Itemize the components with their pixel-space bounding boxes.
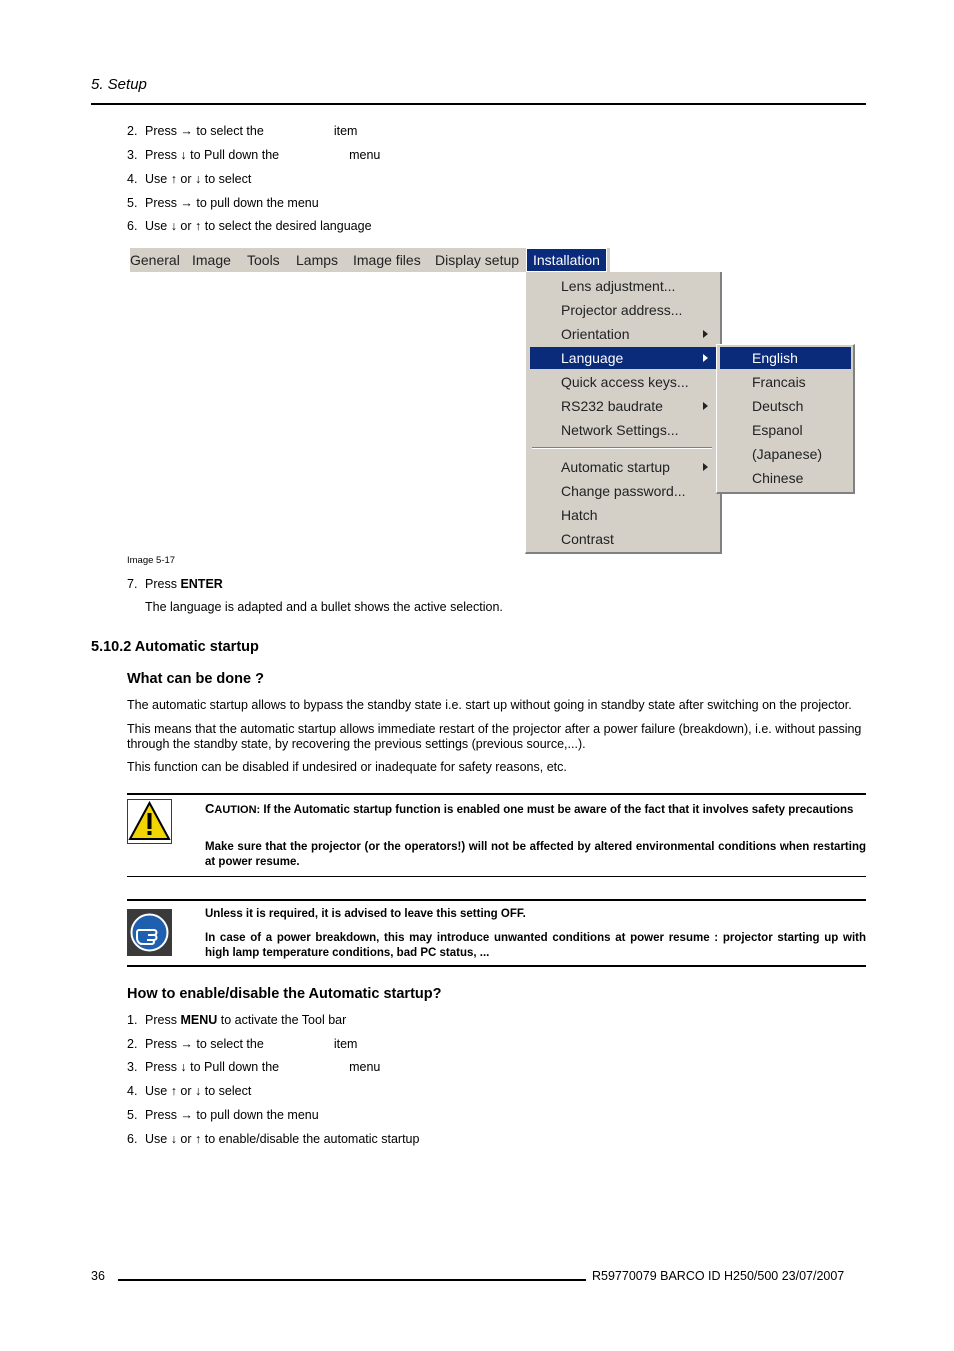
step-note: The language is adapted and a bullet shows the active selection. <box>145 600 503 614</box>
howto-step-4 <box>127 1084 251 1098</box>
header-rule <box>91 103 866 105</box>
language-deutsch[interactable] <box>720 395 851 417</box>
step-text: Press <box>145 577 181 591</box>
step-3 <box>127 148 380 162</box>
item-label: (Japanese) <box>752 446 823 462</box>
item-label: RS232 baudrate <box>561 398 663 414</box>
caution-top-rule <box>127 793 866 795</box>
dropdown-item-hatch[interactable] <box>530 504 716 526</box>
submenu-arrow-icon <box>703 402 708 410</box>
menu-tools[interactable]: Tools <box>247 252 280 268</box>
language-english[interactable] <box>720 347 851 369</box>
paragraph-2: This means that the automatic startup allows immediate restart of the projector after a power failure (breakdown), i.e. without passing through the standby state, by recovering the previous settings (previous source,...). <box>127 722 862 751</box>
dropdown-item-projector-address[interactable] <box>530 299 716 321</box>
installation-dropdown <box>525 272 722 554</box>
step-number: 5. <box>127 1108 138 1122</box>
step-text: Press ↓ to Pull down the <box>145 1060 280 1074</box>
howto-heading: How to enable/disable the Automatic startup? <box>127 986 442 1002</box>
menu-general[interactable]: General <box>130 252 180 268</box>
dropdown-item-automatic-startup[interactable] <box>530 456 716 478</box>
item-label: Quick access keys... <box>561 374 689 390</box>
language-francais[interactable] <box>720 371 851 393</box>
submenu-arrow-icon <box>703 354 708 362</box>
document-reference: R59770079 BARCO ID H250/500 23/07/2007 <box>592 1269 845 1283</box>
language-chinese[interactable] <box>720 467 851 489</box>
dropdown-item-quick-access[interactable] <box>530 371 716 393</box>
howto-step-3 <box>127 1060 380 1074</box>
menu-display-setup[interactable]: Display setup <box>435 252 520 268</box>
caution-text-2: Make sure that the projector (or the operators!) will not be affected by altered environmental conditions when restarting at power resume. <box>205 841 866 868</box>
language-japanese[interactable] <box>720 443 851 465</box>
step-number: 7. <box>127 577 138 591</box>
what-heading: What can be done ? <box>127 671 264 687</box>
howto-step-5 <box>127 1108 319 1122</box>
dropdown-item-orientation[interactable] <box>530 323 716 345</box>
step-text-tail: item <box>333 1037 358 1051</box>
item-label: Automatic startup <box>561 459 670 475</box>
step-text: Use ↑ or ↓ to select <box>145 1084 252 1098</box>
caution-label-rest: AUTION: <box>214 804 261 816</box>
submenu-arrow-icon <box>703 330 708 338</box>
language-submenu <box>716 344 855 494</box>
language-espanol[interactable] <box>720 419 851 441</box>
info-text-1: Unless it is required, it is advised to leave this setting OFF. <box>205 908 526 920</box>
step-number: 3. <box>127 1060 138 1074</box>
step-text-tail: item <box>333 124 358 138</box>
menu-separator <box>532 447 712 449</box>
step-text: Press ↓ to Pull down the <box>145 148 280 162</box>
item-label: Francais <box>752 374 806 390</box>
item-label: English <box>752 350 798 366</box>
info-text-2: In case of a power breakdown, this may introduce unwanted conditions at power resume : projector starting up with high lamp temperature conditions, bad PC status, ... <box>205 932 866 959</box>
item-label: Network Settings... <box>561 422 679 438</box>
step-7 <box>127 577 223 591</box>
step-number: 6. <box>127 219 138 233</box>
info-bottom-rule <box>127 965 866 967</box>
howto-step-2 <box>127 1037 357 1051</box>
menu-bar <box>130 248 610 272</box>
step-number: 2. <box>127 1037 138 1051</box>
step-6 <box>127 219 372 233</box>
item-label: Deutsch <box>752 398 804 414</box>
item-label: Lens adjustment... <box>561 278 676 294</box>
howto-step-6 <box>127 1132 419 1146</box>
section-title: 5.10.2 Automatic startup <box>91 639 259 655</box>
howto-step-1 <box>127 1013 346 1027</box>
item-label: Projector address... <box>561 302 683 318</box>
step-text: Press → to select the <box>145 124 264 138</box>
paragraph-3: This function can be disabled if undesired or inadequate for safety reasons, etc. <box>127 760 567 774</box>
dropdown-item-change-password[interactable] <box>530 480 716 502</box>
step-number: 4. <box>127 1084 138 1098</box>
caution-message: If the Automatic startup function is enabled one must be aware of the fact that it involves safety precautions <box>260 804 854 816</box>
step-4 <box>127 172 251 186</box>
step-number: 5. <box>127 196 138 210</box>
step-text-tail: menu <box>349 148 381 162</box>
item-label: Language <box>561 350 624 366</box>
item-label: Chinese <box>752 470 804 486</box>
step-2 <box>127 124 357 138</box>
menu-lamps[interactable]: Lamps <box>296 252 339 268</box>
menu-installation[interactable]: Installation <box>526 248 607 272</box>
paragraph-1: The automatic startup allows to bypass the standby state i.e. start up without going in standby state after switching on the projector. <box>127 698 852 712</box>
item-label: Change password... <box>561 483 686 499</box>
page-number: 36 <box>91 1269 105 1283</box>
step-number: 1. <box>127 1013 138 1027</box>
item-label: Orientation <box>561 326 630 342</box>
step-number: 4. <box>127 172 138 186</box>
step-text: Use ↓ or ↑ to select the desired language <box>145 219 372 233</box>
step-text: Press → to select the <box>145 1037 264 1051</box>
step-number: 6. <box>127 1132 138 1146</box>
step-text-tail: to activate the Tool bar <box>217 1013 347 1027</box>
step-text: Press → to pull down the menu <box>145 1108 319 1122</box>
submenu-arrow-icon <box>703 463 708 471</box>
caution-text-1 <box>205 801 866 818</box>
image-caption: Image 5-17 <box>127 555 176 566</box>
step-text: Press → to pull down the menu <box>145 196 319 210</box>
item-label: Espanol <box>752 422 803 438</box>
dropdown-item-language[interactable] <box>530 347 716 369</box>
caution-bottom-rule <box>127 876 866 877</box>
dropdown-item-contrast[interactable] <box>530 528 716 550</box>
step-text: Press <box>145 1013 181 1027</box>
step-5 <box>127 196 319 210</box>
step-text-tail: menu <box>349 1060 381 1074</box>
caution-label-first: C <box>205 801 215 816</box>
pointing-hand-icon <box>127 909 172 956</box>
info-top-rule <box>127 899 866 901</box>
footer-rule <box>118 1279 586 1281</box>
step-text: Use ↑ or ↓ to select <box>145 172 252 186</box>
step-number: 3. <box>127 148 138 162</box>
step-text: Use ↓ or ↑ to enable/disable the automatic startup <box>145 1132 420 1146</box>
chapter-title: 5. Setup <box>91 76 147 93</box>
dropdown-item-lens[interactable] <box>530 275 716 297</box>
item-label: Hatch <box>561 507 598 523</box>
step-number: 2. <box>127 124 138 138</box>
menu-image[interactable]: Image <box>192 252 231 268</box>
dropdown-item-network[interactable] <box>530 419 716 441</box>
item-label: Contrast <box>561 531 614 547</box>
warning-icon <box>127 799 172 844</box>
key-menu: MENU <box>180 1013 218 1027</box>
menu-image-files[interactable]: Image files <box>353 252 421 268</box>
dropdown-item-rs232[interactable] <box>530 395 716 417</box>
key-enter: ENTER <box>180 577 223 591</box>
